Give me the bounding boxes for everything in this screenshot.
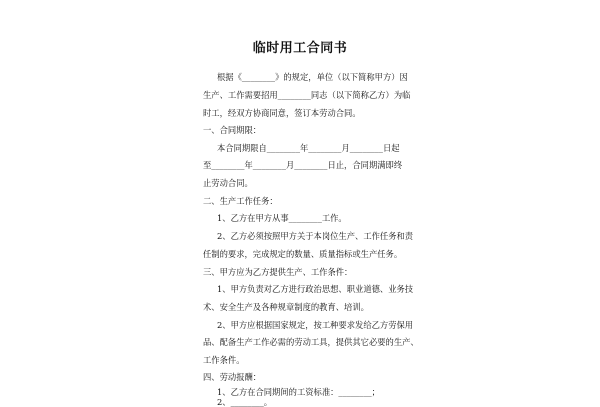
section-2-heading: 二、生产工作任务： [203,196,278,206]
intro-line-2: 生产、工作需要招用________同志（以下简称乙方）为临 [203,90,411,100]
section-1-line-3: 止劳动合同。 [203,178,253,188]
section-1-line-1: 本合同期限自________年________月________日起 [217,143,400,153]
section-1-line-2: 至________年________月________日止，合同期满即终 [203,160,403,170]
section-1-heading: 一、合同期限： [203,125,262,135]
section-4-heading: 四、劳动报酬： [203,372,262,382]
section-3-item-1-line-1: 1、甲方负责对乙方进行政治思想、职业道德、业务技 [217,284,414,294]
section-2-item-2-line-1: 2、乙方必须按照甲方关于本岗位生产、工作任务和责 [217,231,414,241]
section-2-item-1: 1、乙方在甲方从事________工作。 [217,213,347,223]
section-3-heading: 三、甲方应为乙方提供生产、工作条件： [203,267,353,277]
section-3-item-2-line-1: 2、甲方应根据国家规定，按工种要求发给乙方劳保用 [217,320,414,330]
section-4-item-2: 2、________。 [217,397,273,407]
intro-line-1: 根据《________》的规定，单位（以下简称甲方）因 [217,72,408,82]
document-title: 临时用工合同书 [252,41,348,56]
intro-line-3: 时工，经双方协商同意，签订本劳动合同。 [203,108,361,118]
section-3-item-1-line-2: 术、安全生产及各种规章制度的教育、培训。 [203,302,369,312]
section-3-item-2-line-2: 品、配备生产工作必需的劳动工具，提供其它必要的生产、 [203,337,419,347]
section-3-item-2-line-3: 工作条件。 [203,355,245,365]
section-2-item-2-line-2: 任制的要求，完成规定的数量、质量指标或生产任务。 [203,249,403,259]
section-4-item-1: 1、乙方在合同期间的工资标准：________； [217,387,380,397]
